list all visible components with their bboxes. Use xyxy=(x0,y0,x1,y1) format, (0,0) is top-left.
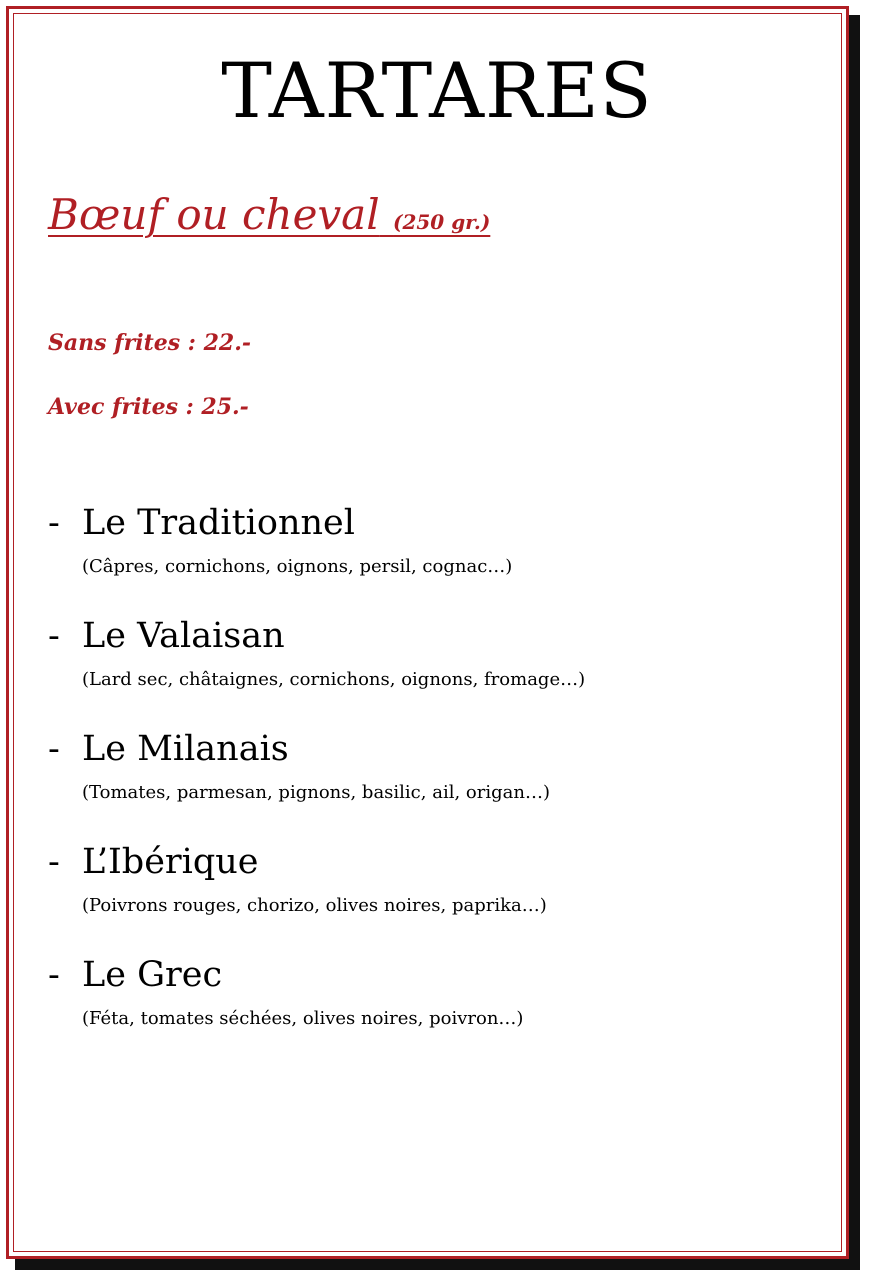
item-dash: - xyxy=(48,842,60,882)
item-dash: - xyxy=(48,729,60,769)
item-description: (Poivrons rouges, chorizo, olives noires, paprika…) xyxy=(82,895,547,916)
item-name: Le Valaisan xyxy=(82,616,285,656)
item-dash: - xyxy=(48,955,60,995)
list-item xyxy=(48,613,828,726)
price-without-fries: Sans frites : 22.- xyxy=(48,330,251,356)
list-item xyxy=(48,726,828,839)
item-description: (Câpres, cornichons, oignons, persil, cognac…) xyxy=(82,556,513,577)
list-item xyxy=(48,839,828,952)
price-with-fries: Avec frites : 25.- xyxy=(48,394,249,420)
tartare-list xyxy=(48,500,828,1065)
item-dash: - xyxy=(48,616,60,656)
list-item xyxy=(48,500,828,613)
item-name: Le Grec xyxy=(82,955,223,995)
subtitle-weight: (250 gr.) xyxy=(393,210,491,234)
item-description: (Lard sec, châtaignes, cornichons, oignons, fromage…) xyxy=(82,669,586,690)
item-dash: - xyxy=(48,503,60,543)
item-name: Le Traditionnel xyxy=(82,503,355,543)
menu-title: TARTARES xyxy=(221,46,653,135)
menu-subtitle xyxy=(48,190,490,239)
item-description: (Tomates, parmesan, pignons, basilic, ail, origan…) xyxy=(82,782,550,803)
item-name: L’Ibérique xyxy=(82,842,259,882)
item-name: Le Milanais xyxy=(82,729,289,769)
subtitle-text: Bœuf ou cheval xyxy=(48,190,380,239)
list-item xyxy=(48,952,828,1065)
item-description: (Féta, tomates séchées, olives noires, poivron…) xyxy=(82,1008,524,1029)
